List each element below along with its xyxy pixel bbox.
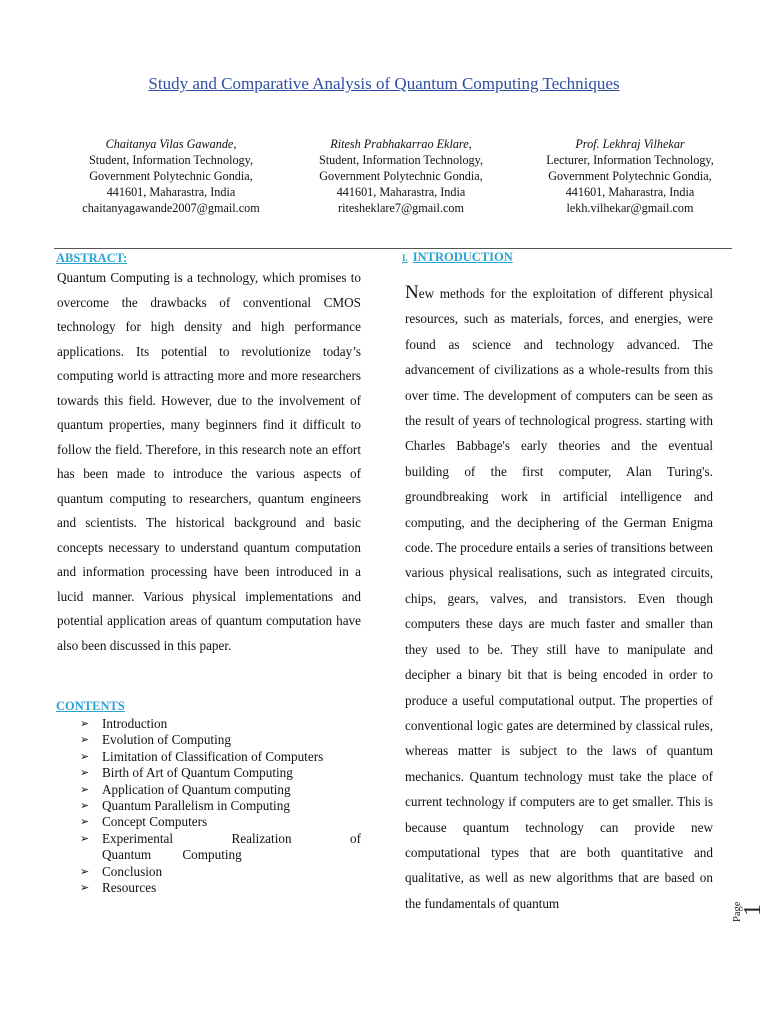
author-3: [505, 136, 755, 216]
contents-item: ➢ Conclusion: [80, 863, 163, 879]
arrow-bullet-icon: ➢: [80, 718, 90, 730]
contents-item: ➢ Experimental Realization of Quantum Computing: [80, 830, 361, 863]
arrow-bullet-icon: ➢: [80, 783, 90, 796]
header-divider: [54, 248, 732, 249]
page-number-marker: [730, 880, 768, 930]
page-label: Page: [732, 901, 743, 922]
author-role: Student, Information Technology,: [89, 153, 253, 167]
contents-item: ➢ Resources: [80, 880, 157, 896]
author-address: 441601, Maharastra, India: [336, 185, 466, 199]
author-2: [276, 136, 526, 216]
contents-item: ➢ Birth of Art of Quantum Computing: [80, 765, 293, 781]
author-1: [46, 136, 296, 216]
arrow-bullet-icon: ➢: [80, 865, 90, 878]
arrow-bullet-icon: ➢: [80, 882, 90, 895]
arrow-bullet-icon: ➢: [80, 816, 90, 829]
arrow-bullet-icon: ➢: [80, 800, 90, 813]
introduction-text: ew methods for the exploitation of different physical resources, such as materials, forces, and energies, were found as science and technology advanced. The advancement of civilizations as a whole-results from this over time. The development of computers can be seen as the result of years of technological progress. starting with Charles Babbage's early theories and the eventual building of the first computer, Alan Turing's. groundbreaking work in artificial intelligence and computing, and the deciphering of the German Enigma code. The procedure entails a series of transitions between various physical realisations, such as integrated circuits, chips, gears, valves, and transistors. Even though computers these days are much faster and smaller than they used to be. They still have to manipulate and decipher a binary bit that is being encoded in order to produce a useful computational output. The properties of conventional logic gates are determined by classical rules, whereas matter is subject to the laws of quantum mechanics. Quantum technology must take the place of current technology if computers are to get smaller. This is because quantum technology can provide new computational types that are both quantitative and qualitative, as well as new algorithms that are based on the fundamentals of quantum: [405, 286, 713, 911]
author-institution: Government Polytechnic Gondia,: [548, 169, 712, 183]
arrow-bullet-icon: ➢: [80, 767, 90, 780]
contents-item: ➢ Concept Computers: [80, 814, 208, 830]
contents-item: ➢ Evolution of Computing: [80, 732, 231, 748]
author-email: lekh.vilhekar@gmail.com: [566, 201, 694, 215]
author-role: Lecturer, Information Technology,: [546, 153, 714, 167]
author-role: Student, Information Technology,: [319, 153, 483, 167]
introduction-body: [405, 280, 713, 916]
section-title: INTRODUCTION: [412, 250, 513, 264]
drop-cap: N: [405, 282, 419, 303]
author-institution: Government Polytechnic Gondia,: [319, 169, 483, 183]
author-name: Prof. Lekhraj Vilhekar: [575, 137, 685, 151]
introduction-heading: [402, 250, 513, 265]
author-institution: Government Polytechnic Gondia,: [89, 169, 253, 183]
arrow-bullet-icon: ➢: [80, 734, 90, 747]
section-number: I.: [402, 253, 408, 263]
author-email: chaitanyagawande2007@gmail.com: [82, 201, 260, 215]
contents-item: ➢ Quantum Parallelism in Computing: [80, 798, 290, 814]
contents-item: ➢ Introduction: [80, 716, 168, 731]
author-name: Ritesh Prabhakarrao Eklare,: [330, 137, 472, 151]
contents-item: ➢ Application of Quantum computing: [80, 781, 291, 797]
author-address: 441601, Maharastra, India: [106, 185, 236, 199]
page-number: 1: [740, 904, 766, 916]
paper-title: Study and Comparative Analysis of Quantum Computing Techniques: [148, 74, 620, 93]
arrow-bullet-icon: ➢: [80, 832, 90, 845]
abstract-heading: ABSTRACT:: [56, 251, 128, 265]
author-name: Chaitanya Vilas Gawande,: [105, 137, 237, 151]
abstract-body: Quantum Computing is a technology, which promises to overcome the drawbacks of conventional CMOS technology for high density and high performance applications. Its potential to revolutionize today’s computing world is attracting more and more researchers towards this field. However, due to the involvement of quantum properties, many beginners find it difficult to follow the field. Therefore, in this research note an effort has been made to introduce the various aspects of quantum computing to researchers, quantum engineers and scientists. The historical background and basic concepts necessary to understand quantum computation and information processing have been introduced in a lucid manner. Various physical implementations and potential application areas of quantum computation have also been discussed in this paper.: [57, 270, 361, 653]
author-address: 441601, Maharastra, India: [565, 185, 695, 199]
author-email: ritesheklare7@gmail.com: [338, 201, 464, 215]
arrow-bullet-icon: ➢: [80, 750, 90, 763]
contents-item: ➢ Limitation of Classification of Computers: [80, 748, 324, 764]
contents-heading: CONTENTS: [56, 699, 125, 713]
contents-list: [80, 716, 361, 896]
